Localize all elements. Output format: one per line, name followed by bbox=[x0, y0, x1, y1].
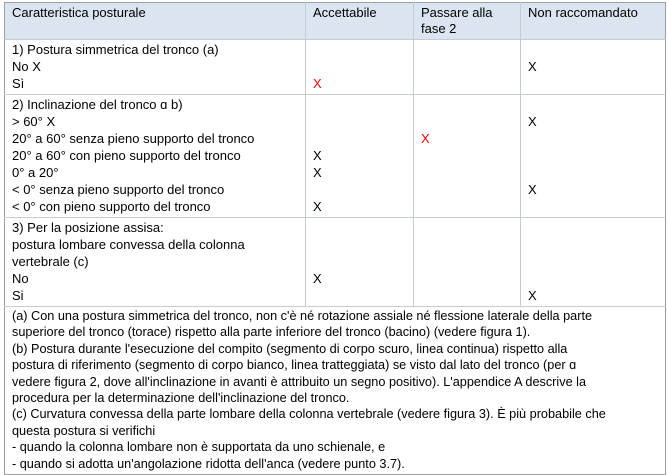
mark-line bbox=[421, 58, 515, 75]
header-row bbox=[5, 3, 666, 40]
mark-line bbox=[313, 287, 408, 304]
criterion-line: 20° a 60° senza pieno supporto del tronco bbox=[12, 131, 255, 146]
mark-line bbox=[313, 219, 408, 236]
mark-line-red: X bbox=[313, 76, 322, 91]
posture-criteria-table bbox=[4, 2, 666, 475]
not-recommended-cell bbox=[521, 95, 666, 218]
mark-line: X bbox=[313, 199, 322, 214]
column-header-not-recommended: Non raccomandato bbox=[521, 3, 666, 40]
table-row bbox=[5, 95, 666, 218]
mark-line bbox=[421, 287, 515, 304]
mark-line bbox=[528, 147, 660, 164]
criteria-cell bbox=[5, 40, 306, 95]
mark-line: X bbox=[313, 148, 322, 163]
mark-line-red: X bbox=[421, 131, 430, 146]
mark-line bbox=[313, 58, 408, 75]
mark-line: X bbox=[528, 114, 537, 129]
footnote-line: vedere figura 2, dove all'inclinazione in avanti è attribuito un segno positivo). L'appendice A descrive la bbox=[12, 374, 587, 389]
criterion-line: < 0° senza pieno supporto del tronco bbox=[12, 182, 225, 197]
mark-line bbox=[421, 147, 515, 164]
criterion-line: vertebrale (c) bbox=[12, 254, 89, 269]
mark-line bbox=[528, 236, 660, 253]
footnote-line: postura di riferimento (segmento di corpo bianco, linea tratteggiata) se visto dal lato del tronco (per ɑ bbox=[12, 358, 577, 373]
column-header-acceptable: Accettabile bbox=[306, 3, 414, 40]
mark-line bbox=[421, 75, 515, 92]
mark-line bbox=[313, 130, 408, 147]
footnote-line: procedura per la determinazione dell'inclinazione del tronco. bbox=[12, 390, 350, 405]
mark-line bbox=[528, 130, 660, 147]
column-header-criteria: Caratteristica posturale bbox=[5, 3, 306, 40]
phase2-cell bbox=[414, 40, 521, 95]
acceptable-cell bbox=[306, 218, 414, 307]
table-row bbox=[5, 218, 666, 307]
mark-line bbox=[421, 164, 515, 181]
criterion-line: 0° a 20° bbox=[12, 165, 59, 180]
mark-line bbox=[528, 164, 660, 181]
phase2-cell bbox=[414, 218, 521, 307]
footnote-line: (b) Postura durante l'esecuzione del compito (segmento di corpo scuro, linea continua) rispetto alla bbox=[12, 341, 568, 356]
footnote-line: superiore del tronco (torace) rispetto alla parte inferiore del tronco (bacino) (vedere figura 1). bbox=[12, 325, 531, 340]
mark-line bbox=[421, 181, 515, 198]
criterion-line: < 0° con pieno supporto del tronco bbox=[12, 199, 211, 214]
criteria-cell bbox=[5, 95, 306, 218]
mark-line: X bbox=[528, 288, 537, 303]
mark-line bbox=[313, 96, 408, 113]
criterion-line: 2) Inclinazione del tronco ɑ b) bbox=[12, 97, 183, 112]
mark-line bbox=[313, 41, 408, 58]
mark-line bbox=[421, 270, 515, 287]
mark-line bbox=[528, 219, 660, 236]
mark-line bbox=[313, 253, 408, 270]
mark-line bbox=[313, 113, 408, 130]
not-recommended-cell bbox=[521, 40, 666, 95]
criterion-line: Si bbox=[12, 288, 24, 303]
criterion-line: 20° a 60° con pieno supporto del tronco bbox=[12, 148, 241, 163]
acceptable-cell bbox=[306, 40, 414, 95]
mark-line bbox=[421, 198, 515, 215]
mark-line bbox=[421, 41, 515, 58]
not-recommended-cell bbox=[521, 218, 666, 307]
mark-line bbox=[421, 219, 515, 236]
criterion-line: No bbox=[12, 271, 29, 286]
footnotes-row bbox=[5, 307, 666, 475]
criterion-line: postura lombare convessa della colonna bbox=[12, 237, 245, 252]
mark-line bbox=[421, 253, 515, 270]
mark-line bbox=[421, 96, 515, 113]
footnote-line: (a) Con una postura simmetrica del tronco, non c'è né rotazione assiale né flessione laterale della parte bbox=[12, 309, 593, 323]
mark-line: X bbox=[313, 165, 322, 180]
mark-line bbox=[528, 270, 660, 287]
mark-line: X bbox=[313, 271, 322, 286]
mark-line bbox=[313, 181, 408, 198]
footnotes-cell bbox=[5, 307, 666, 475]
acceptable-cell bbox=[306, 95, 414, 218]
footnote-line: - quando si adotta un'angolazione ridotta dell'anca (vedere punto 3.7). bbox=[12, 456, 405, 471]
footnote-line: - quando la colonna lombare non è supportata da uno schienale, e bbox=[12, 440, 386, 455]
mark-line bbox=[313, 236, 408, 253]
criterion-line: 1) Postura simmetrica del tronco (a) bbox=[12, 42, 219, 57]
table-row bbox=[5, 40, 666, 95]
mark-line bbox=[528, 253, 660, 270]
criterion-line: No X bbox=[12, 59, 41, 74]
column-header-phase2: Passare alla fase 2 bbox=[414, 3, 521, 40]
criterion-line: Sì bbox=[12, 76, 25, 91]
footnote-line: questa postura si verifichi bbox=[12, 423, 156, 438]
footnote-line: (c) Curvatura convessa della parte lombare della colonna vertebrale (vedere figura 3). È più probabile che bbox=[12, 407, 606, 422]
phase2-cell bbox=[414, 95, 521, 218]
criterion-line: > 60° X bbox=[12, 114, 56, 129]
mark-line bbox=[528, 41, 660, 58]
criterion-line: 3) Per la posizione assisa: bbox=[12, 220, 164, 235]
mark-line: X bbox=[528, 59, 537, 74]
mark-line bbox=[528, 96, 660, 113]
mark-line bbox=[528, 198, 660, 215]
criteria-cell bbox=[5, 218, 306, 307]
mark-line bbox=[528, 75, 660, 92]
mark-line bbox=[421, 236, 515, 253]
mark-line: X bbox=[528, 182, 537, 197]
mark-line bbox=[421, 113, 515, 130]
